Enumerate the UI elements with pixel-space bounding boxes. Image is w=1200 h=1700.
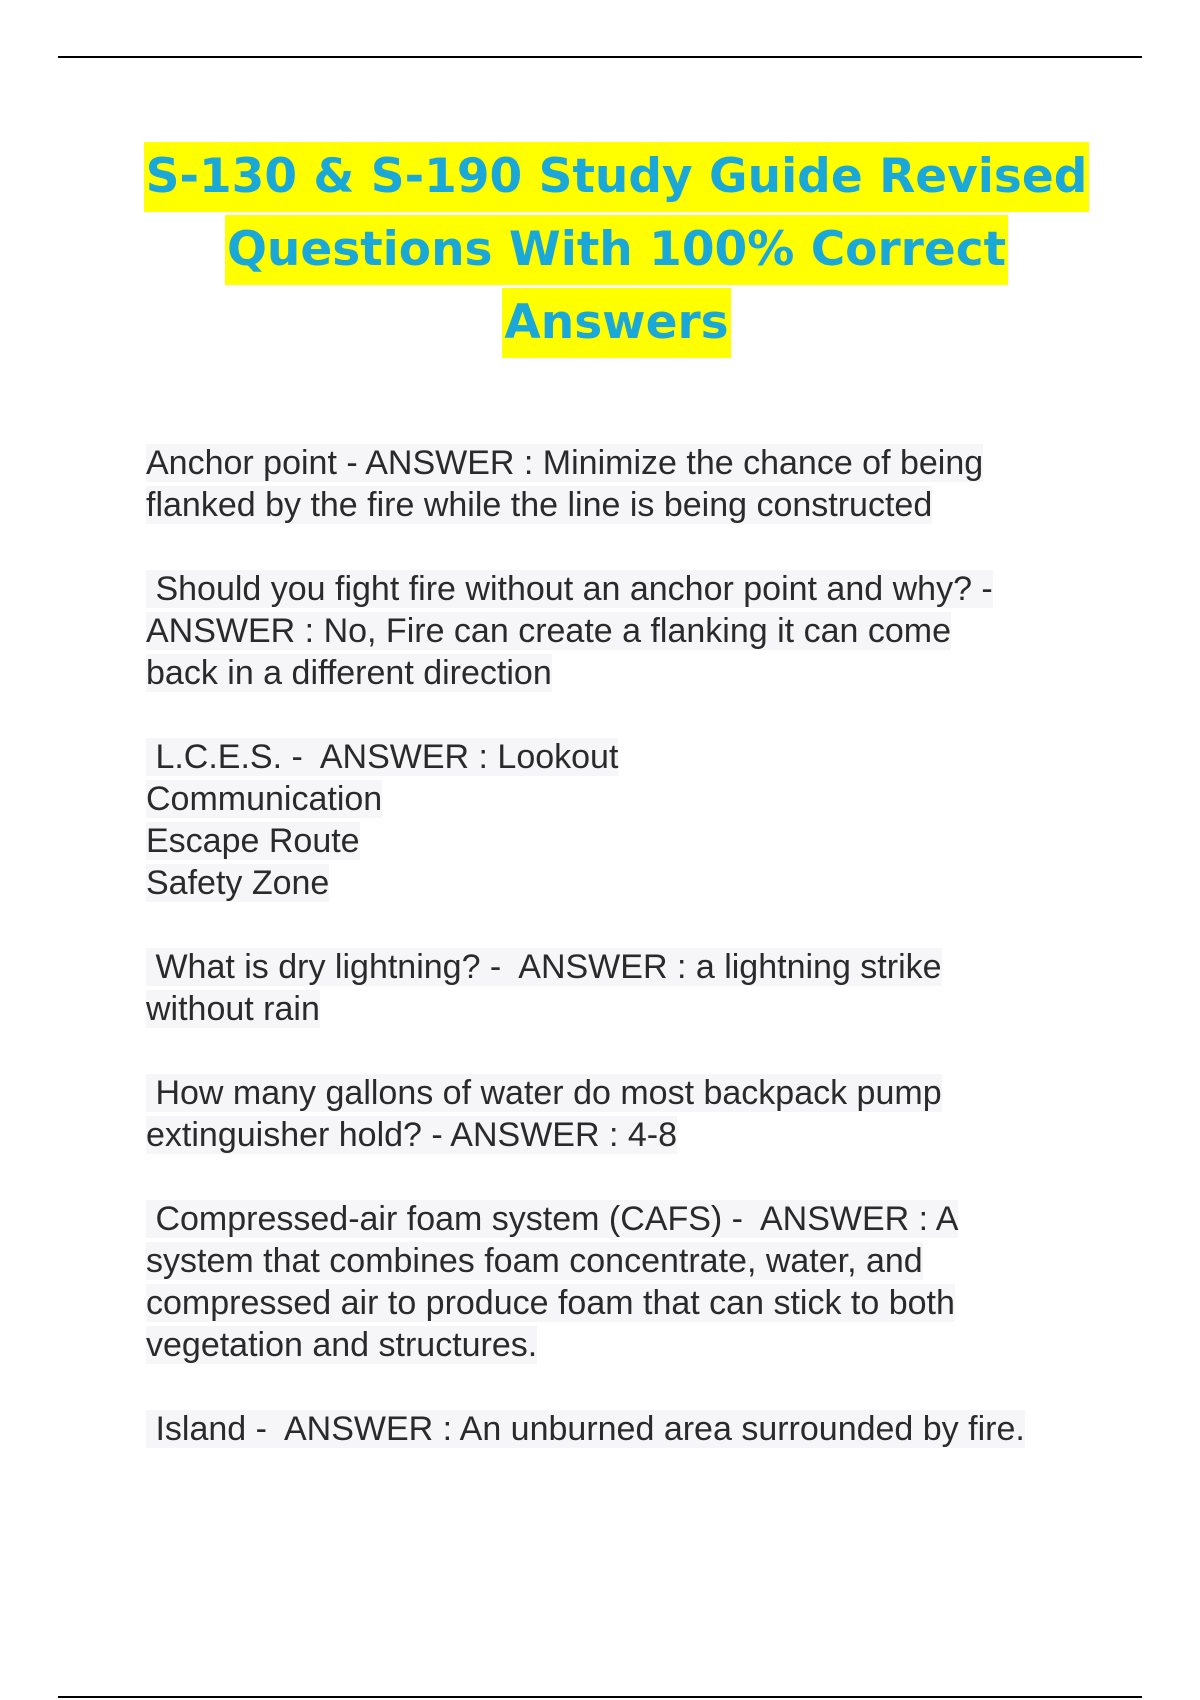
entry-line: Safety Zone: [146, 864, 330, 902]
qa-entry-cafs: [146, 1198, 1126, 1366]
entry-line: Should you fight fire without an anchor point and why? -: [146, 570, 993, 608]
title-line-3: Answers: [502, 288, 730, 358]
study-guide-body: [146, 442, 1126, 1492]
qa-entry-lces: [146, 736, 1126, 904]
entry-line: Compressed-air foam system (CAFS) - ANSWER : A: [146, 1200, 959, 1238]
document-title: [110, 140, 1123, 359]
top-rule: [58, 56, 1142, 58]
bottom-rule: [58, 1696, 1142, 1698]
qa-entry-island: [146, 1408, 1126, 1450]
entry-line: How many gallons of water do most backpack pump: [146, 1074, 942, 1112]
entry-line: Island - ANSWER : An unburned area surrounded by fire.: [146, 1410, 1025, 1448]
title-line-1: S-130 & S-190 Study Guide Revised: [144, 142, 1090, 212]
entry-line: Anchor point - ANSWER : Minimize the chance of being: [146, 444, 984, 482]
entry-line: Communication: [146, 780, 383, 818]
entry-line: extinguisher hold? - ANSWER : 4-8: [146, 1116, 678, 1154]
entry-line: Escape Route: [146, 822, 360, 860]
entry-line: What is dry lightning? - ANSWER : a lightning strike: [146, 948, 942, 986]
qa-entry-anchor-point: [146, 442, 1126, 526]
title-line-2: Questions With 100% Correct: [225, 215, 1008, 285]
entry-line: ANSWER : No, Fire can create a flanking it can come: [146, 612, 951, 650]
entry-line: back in a different direction: [146, 654, 552, 692]
entry-line: system that combines foam concentrate, water, and: [146, 1242, 923, 1280]
qa-entry-dry-lightning: [146, 946, 1126, 1030]
entry-line: vegetation and structures.: [146, 1326, 538, 1364]
entry-line: without rain: [146, 990, 320, 1028]
qa-entry-backpack-pump: [146, 1072, 1126, 1156]
qa-entry-anchor-point-why: [146, 568, 1126, 694]
entry-line: L.C.E.S. - ANSWER : Lookout: [146, 738, 619, 776]
entry-line: flanked by the fire while the line is being constructed: [146, 486, 933, 524]
entry-line: compressed air to produce foam that can stick to both: [146, 1284, 955, 1322]
